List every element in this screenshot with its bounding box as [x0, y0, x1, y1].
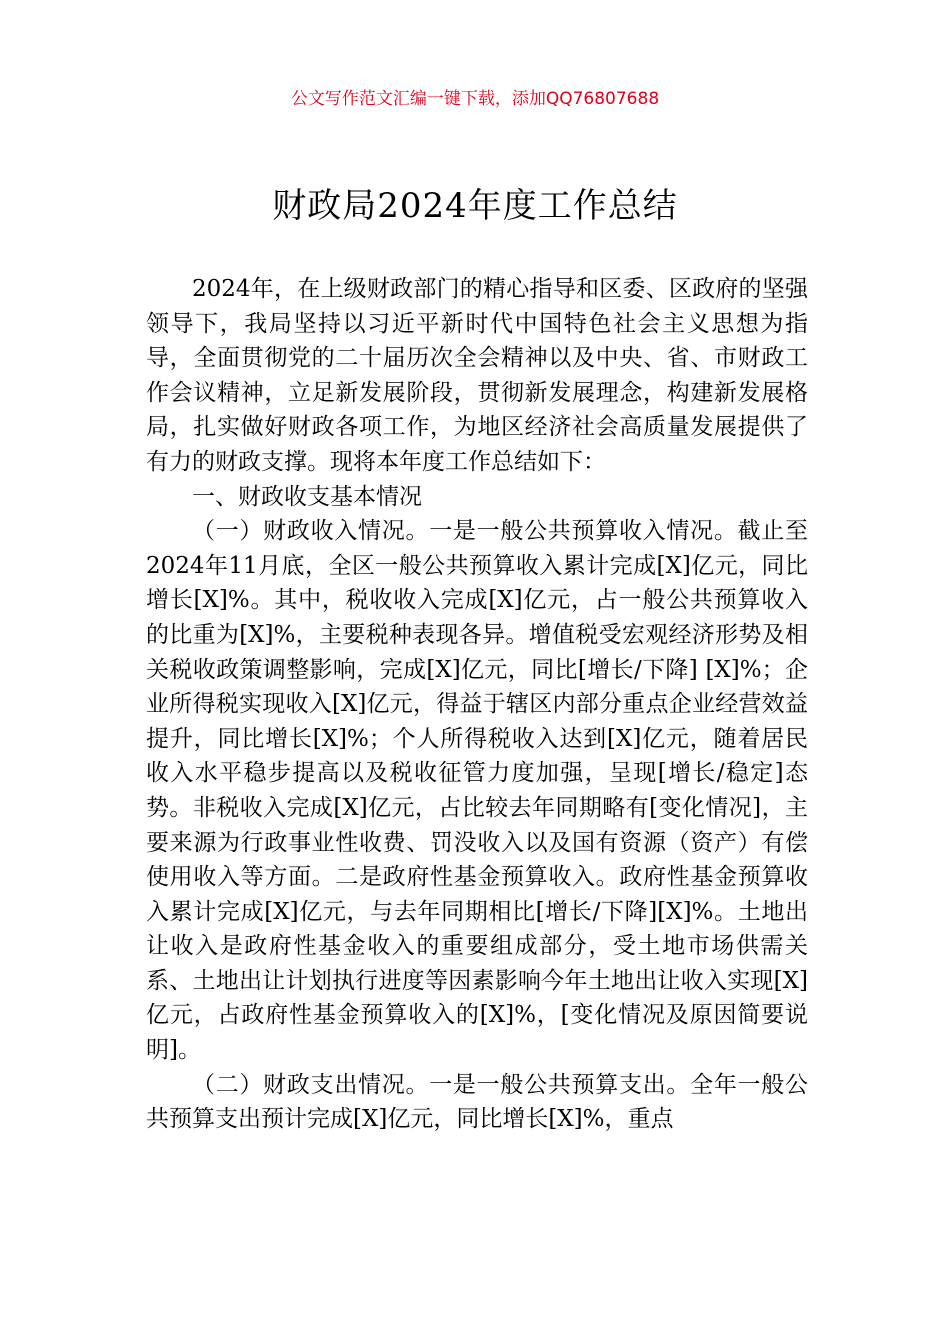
- section-heading-1: 一、财政收支基本情况: [192, 483, 422, 510]
- paragraph-expenditure: （二）财政支出情况。一是一般公共预算支出。全年一般公共预算支出预计完成[X]亿元，同比增长[X]%，重点: [146, 1071, 808, 1133]
- paragraph-revenue: （一）财政收入情况。一是一般公共预算收入情况。截止至2024年11月底，全区一般公共预算收入累计完成[X]亿元，同比增长[X]%。其中，税收收入完成[X]亿元，占一般公共预算收入的比重为[X]%，主要税种表现各异。增值税受宏观经济形势及相关税收政策调整影响，完成[X]亿元，同比[增长/下降] [X]%；企业所得税实现收入[X]亿元，得益于辖区内部分重点企业经营效益提升，同比增长[X]%；个人所得税收入达到[X]亿元，随着居民收入水平稳步提高以及税收征管力度加强，呈现[增长/稳定]态势。非税收入完成[X]亿元，占比较去年同期略有[变化情况]，主要来源为行政事业性收费、罚没收入以及国有资源（资产）有偿使用收入等方面。二是政府性基金预算收入。政府性基金预算收入累计完成[X]亿元，与去年同期相比[增长/下降][X]%。土地出让收入是政府性基金收入的重要组成部分，受土地市场供需关系、土地出让计划执行进度等因素影响今年土地出让收入实现[X]亿元，占政府性基金预算收入的[X]%，[变化情况及原因简要说明]。: [146, 518, 808, 1064]
- document-body: [146, 272, 808, 1137]
- download-banner: 公文写作范文汇编一键下载，添加QQ76807688: [290, 89, 660, 109]
- paragraph-intro: 2024年，在上级财政部门的精心指导和区委、区政府的坚强领导下，我局坚持以习近平新时代中国特色社会主义思想为指导，全面贯彻党的二十届历次全会精神以及中央、省、市财政工作会议精神，立足新发展阶段，贯彻新发展理念，构建新发展格局，扎实做好财政各项工作，为地区经济社会高质量发展提供了有力的财政支撑。现将本年度工作总结如下：: [146, 276, 808, 475]
- document-title: 财政局2024年度工作总结: [272, 186, 678, 226]
